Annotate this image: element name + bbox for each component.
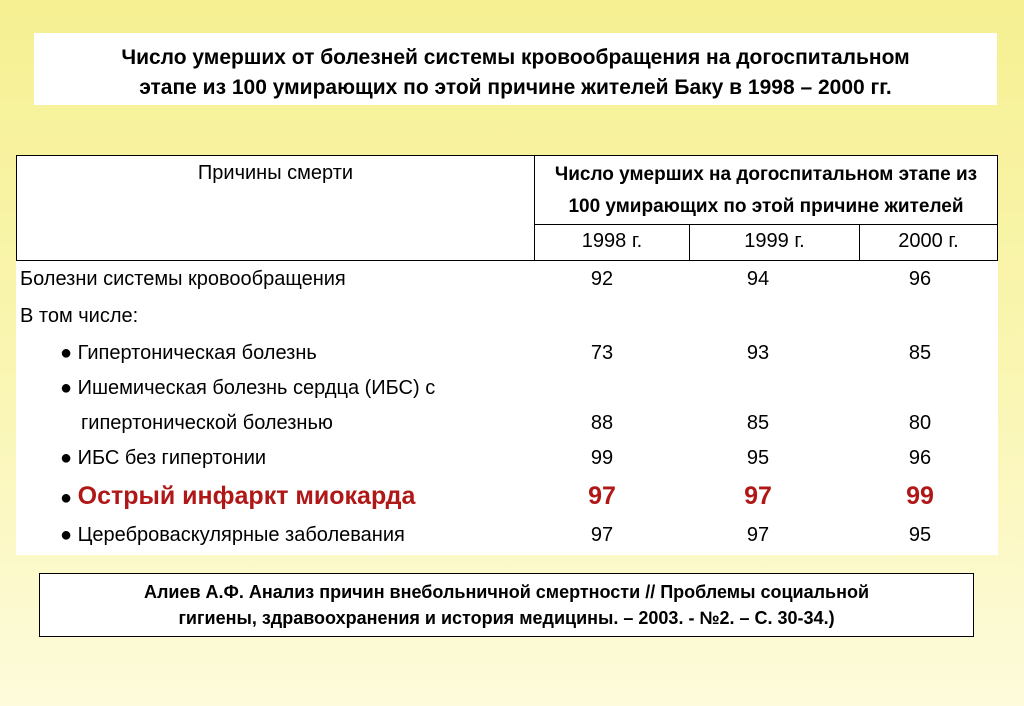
citation: [39, 573, 974, 637]
cell-ihd-no-hypertension-1998: 99: [590, 447, 614, 469]
mortality-table: [16, 155, 998, 555]
header-causes: Причины смерти: [16, 155, 534, 261]
row-label-ihd-hypertension-line-1: ● Ишемическая болезнь сердца (ИБС) с: [60, 377, 436, 399]
cell-circulatory-2000: 96: [908, 268, 932, 290]
header-deaths-line-1: Число умерших на догоспитальном этапе из: [554, 164, 978, 185]
cell-ihd-hypertension-1998: 88: [590, 412, 614, 434]
bullet-acute-mi: ●: [60, 487, 73, 509]
cell-cerebrovascular-1999: 97: [746, 524, 770, 546]
cell-hypertension-1999: 93: [746, 342, 770, 364]
row-label-circulatory: Болезни системы кровообращения: [20, 268, 346, 290]
citation-line-1: Алиев А.Ф. Анализ причин внебольничной смертности // Проблемы социальной: [143, 582, 870, 602]
title-line-1: Число умерших от болезней системы кровообращения на догоспитальном: [121, 46, 910, 69]
row-label-including: В том числе:: [20, 305, 139, 327]
row-label-hypertension: ● Гипертоническая болезнь: [60, 342, 317, 364]
cell-circulatory-1998: 92: [590, 268, 614, 290]
row-label-ihd-hypertension-line-2: гипертонической болезнью: [81, 412, 333, 434]
header-year-1999: 1999 г.: [689, 224, 860, 261]
cell-acute-mi-1999: 97: [744, 482, 772, 510]
cell-acute-mi-1998: 97: [588, 482, 616, 510]
header-deaths: [534, 155, 998, 225]
cell-ihd-no-hypertension-2000: 96: [908, 447, 932, 469]
row-label-ihd-no-hypertension: ● ИБС без гипертонии: [60, 447, 267, 469]
acute-mi-label: Острый инфаркт миокарда: [77, 482, 416, 510]
cell-ihd-hypertension-1999: 85: [746, 412, 770, 434]
header-year-2000: 2000 г.: [859, 224, 998, 261]
slide-title: [34, 33, 997, 105]
cell-circulatory-1999: 94: [746, 268, 770, 290]
cell-acute-mi-2000: 99: [906, 482, 934, 510]
citation-line-2: гигиены, здравоохранения и история медицины. – 2003. - №2. – С. 30-34.): [178, 608, 835, 628]
cell-ihd-no-hypertension-1999: 95: [746, 447, 770, 469]
header-deaths-line-2: 100 умирающих по этой причине жителей: [568, 196, 964, 217]
cell-ihd-hypertension-2000: 80: [908, 412, 932, 434]
row-label-acute-mi: [60, 482, 415, 511]
cell-hypertension-1998: 73: [590, 342, 614, 364]
cell-cerebrovascular-1998: 97: [590, 524, 614, 546]
cell-hypertension-2000: 85: [908, 342, 932, 364]
title-line-2: этапе из 100 умирающих по этой причине жителей Баку в 1998 – 2000 гг.: [139, 76, 892, 99]
row-label-cerebrovascular: ● Цереброваскулярные заболевания: [60, 524, 405, 546]
header-year-1998: 1998 г.: [534, 224, 690, 261]
cell-cerebrovascular-2000: 95: [908, 524, 932, 546]
